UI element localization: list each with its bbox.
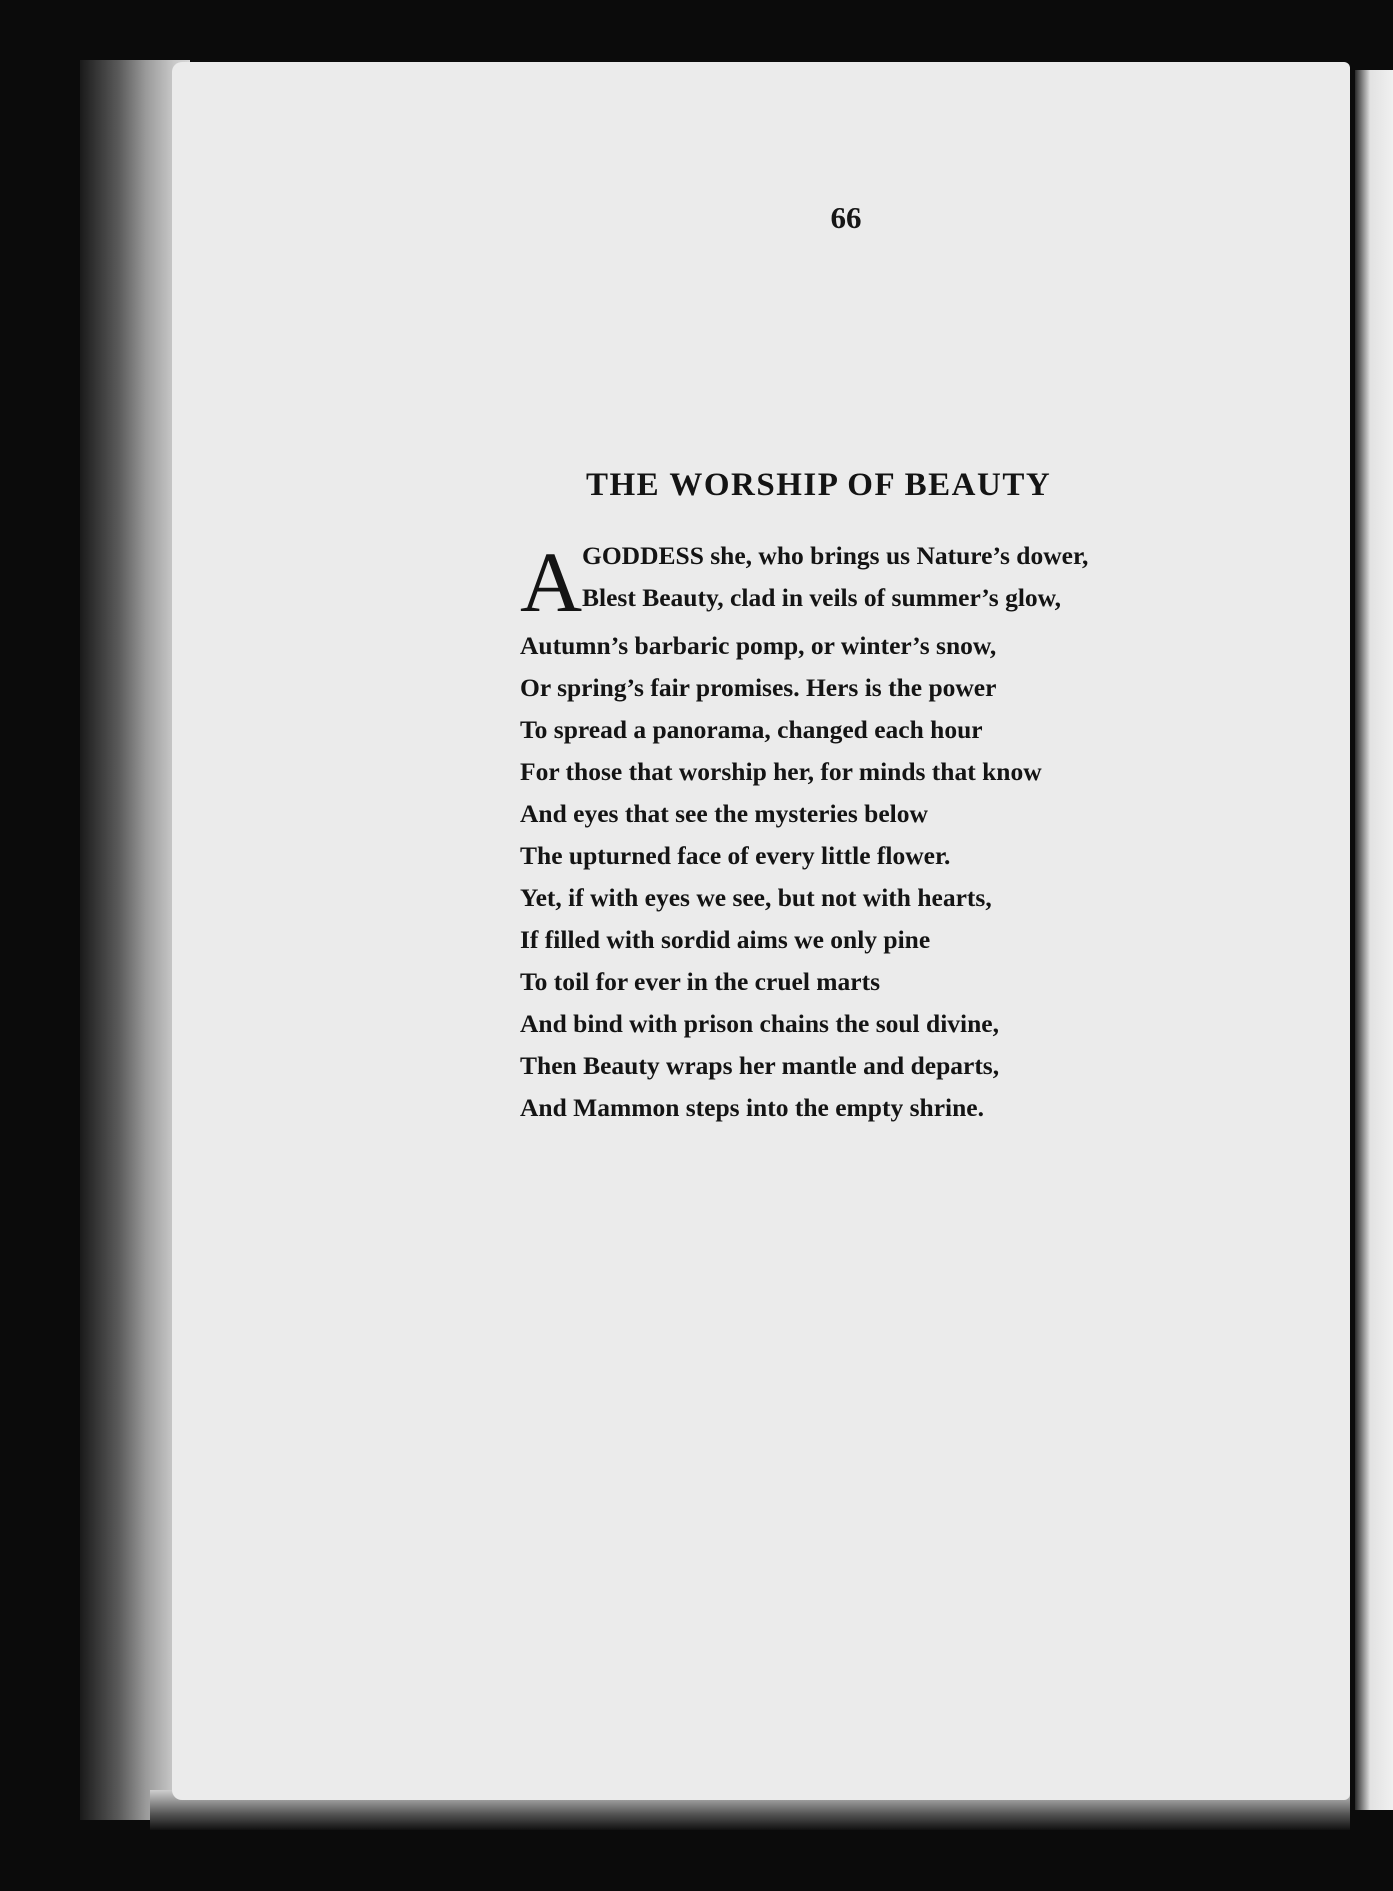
poem-line: Blest Beauty, clad in veils of summer’s glow, bbox=[582, 583, 1062, 612]
poem-line: Autumn’s barbaric pomp, or winter’s snow, bbox=[520, 631, 997, 660]
poem-line: To toil for ever in the cruel marts bbox=[520, 967, 881, 996]
poem-line: The upturned face of every little flower. bbox=[520, 841, 951, 870]
poem-line: Yet, if with eyes we see, but not with hearts, bbox=[520, 883, 992, 912]
poem-line: Then Beauty wraps her mantle and departs, bbox=[520, 1051, 1000, 1080]
poem-body bbox=[520, 534, 1089, 1129]
poem-line: And eyes that see the mysteries below bbox=[520, 799, 928, 828]
poem-line: And Mammon steps into the empty shrine. bbox=[520, 1093, 984, 1122]
poem-line: Or spring’s fair promises. Hers is the power bbox=[520, 673, 997, 702]
poem-line: For those that worship her, for minds that know bbox=[520, 757, 1042, 786]
poem-line: If filled with sordid aims we only pine bbox=[520, 925, 931, 954]
poem-line: GODDESS she, who brings us Nature’s dower, bbox=[582, 541, 1089, 570]
poem-title: THE WORSHIP OF BEAUTY bbox=[586, 467, 1052, 503]
page-number: 66 bbox=[830, 200, 862, 235]
verse-lines bbox=[520, 621, 1042, 1129]
poem-line: And bind with prison chains the soul divine, bbox=[520, 1009, 999, 1038]
opening-lines bbox=[520, 534, 1089, 630]
book-page bbox=[172, 62, 1350, 1800]
poem-line: To spread a panorama, changed each hour bbox=[520, 715, 983, 744]
facing-page-edge bbox=[1355, 70, 1393, 1810]
drop-cap: A bbox=[520, 534, 583, 630]
